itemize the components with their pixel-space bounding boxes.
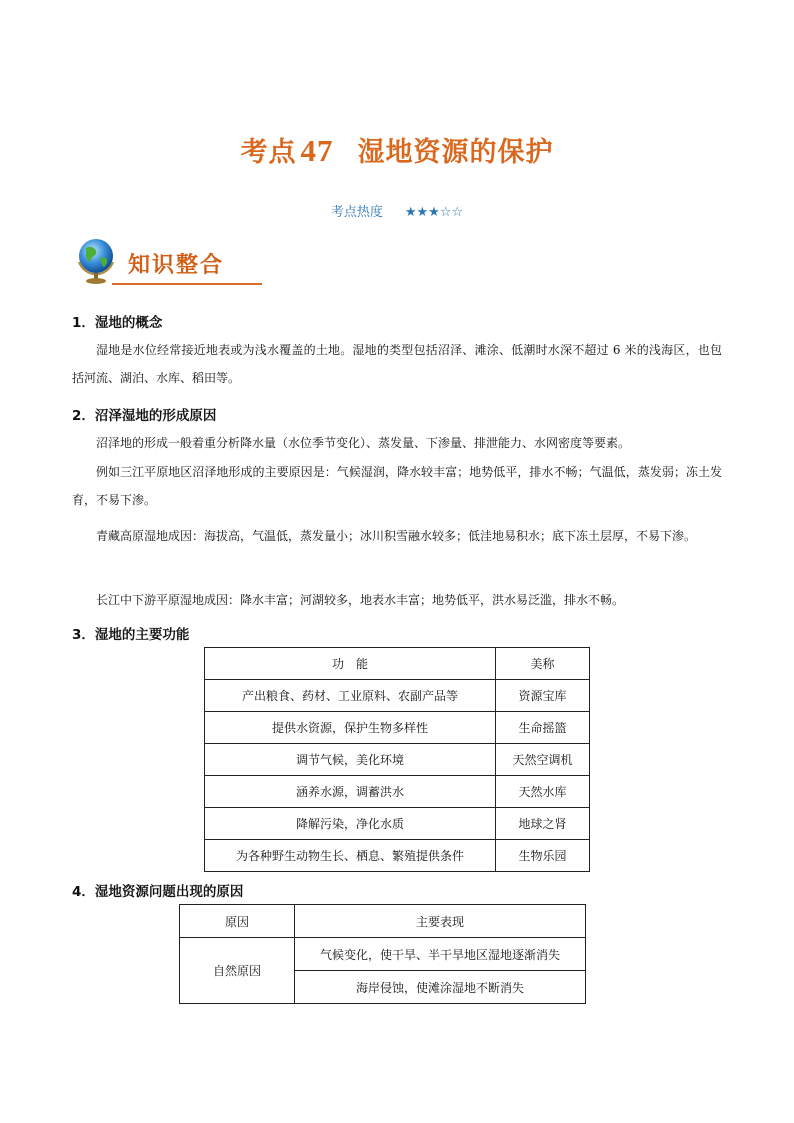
function-cell: 提供水资源，保护生物多样性 bbox=[205, 712, 496, 744]
table-header-row bbox=[180, 905, 586, 938]
paragraph: 青藏高原湿地成因：海拔高，气温低，蒸发量小；冰川积雪融水较多；低洼地易积水；底下冻土层厚，不易下渗。 bbox=[96, 529, 697, 543]
paragraph: 沼泽地的形成一般着重分析降水量（水位季节变化）、蒸发量、下渗量、排泄能力、水网密度等要素。 bbox=[96, 436, 631, 450]
table-row bbox=[205, 808, 590, 840]
function-cell: 调节气候，美化环境 bbox=[205, 744, 496, 776]
nickname-cell: 地球之肾 bbox=[496, 808, 590, 840]
section-heading-formation: 2．沼泽湿地的形成原因 bbox=[72, 408, 217, 424]
star-rating: ★★★☆☆ bbox=[404, 205, 464, 220]
header-cell: 原因 bbox=[180, 905, 295, 938]
causes-table bbox=[179, 904, 586, 1004]
paragraph: 例如三江平原地区沼泽地形成的主要原因是：气候湿润，降水较丰富；地势低平，排水不畅；气温低，蒸发弱；冻土发育，不易下渗。 bbox=[72, 465, 722, 507]
heat-label: 考点热度 bbox=[330, 205, 383, 220]
banner-label: 知识整合 bbox=[128, 253, 225, 278]
header-cell: 美称 bbox=[496, 648, 590, 680]
table-row bbox=[205, 744, 590, 776]
title-topic: 湿地资源的保护 bbox=[357, 137, 554, 168]
nickname-cell: 生命摇篮 bbox=[496, 712, 590, 744]
manifestation-cell: 海岸侵蚀，使滩涂湿地不断消失 bbox=[295, 971, 586, 1004]
header-cell: 主要表现 bbox=[295, 905, 586, 938]
globe-icon bbox=[74, 236, 120, 286]
table-header-row bbox=[205, 648, 590, 680]
table-row bbox=[205, 840, 590, 872]
cause-group-cell: 自然原因 bbox=[180, 938, 295, 1004]
functions-table bbox=[204, 647, 590, 872]
table-row bbox=[205, 776, 590, 808]
nickname-cell: 天然空调机 bbox=[496, 744, 590, 776]
table-row bbox=[205, 680, 590, 712]
nickname-cell: 生物乐园 bbox=[496, 840, 590, 872]
section-heading-concept: 1．湿地的概念 bbox=[72, 315, 163, 331]
banner-underline bbox=[112, 283, 262, 285]
header-cell: 功 能 bbox=[205, 648, 496, 680]
heat-rating bbox=[0, 201, 794, 220]
nickname-cell: 天然水库 bbox=[496, 776, 590, 808]
function-cell: 涵养水源，调蓄洪水 bbox=[205, 776, 496, 808]
table-row bbox=[180, 938, 586, 971]
section-heading-functions: 3．湿地的主要功能 bbox=[72, 627, 190, 643]
table-row bbox=[205, 712, 590, 744]
knowledge-banner bbox=[72, 236, 262, 288]
paragraph: 长江中下游平原湿地成因：降水丰富；河湖较多，地表水丰富；地势低平，洪水易泛滥，排水不畅。 bbox=[96, 593, 625, 607]
function-cell: 为各种野生动物生长、栖息、繁殖提供条件 bbox=[205, 840, 496, 872]
paragraph: 湿地是水位经常接近地表或为浅水覆盖的土地。湿地的类型包括沼泽、滩涂、低潮时水深不超过 6 米的浅海区，也包括河流、湖泊、水库、稻田等。 bbox=[72, 343, 722, 385]
page-title bbox=[0, 130, 794, 169]
function-cell: 产出粮食、药材、工业原料、农副产品等 bbox=[205, 680, 496, 712]
function-cell: 降解污染，净化水质 bbox=[205, 808, 496, 840]
title-number: 47 bbox=[300, 133, 334, 168]
section-heading-causes: 4．湿地资源问题出现的原因 bbox=[72, 884, 244, 900]
nickname-cell: 资源宝库 bbox=[496, 680, 590, 712]
title-prefix: 考点 bbox=[240, 137, 297, 168]
manifestation-cell: 气候变化，使干旱、半干旱地区湿地逐渐消失 bbox=[295, 938, 586, 971]
